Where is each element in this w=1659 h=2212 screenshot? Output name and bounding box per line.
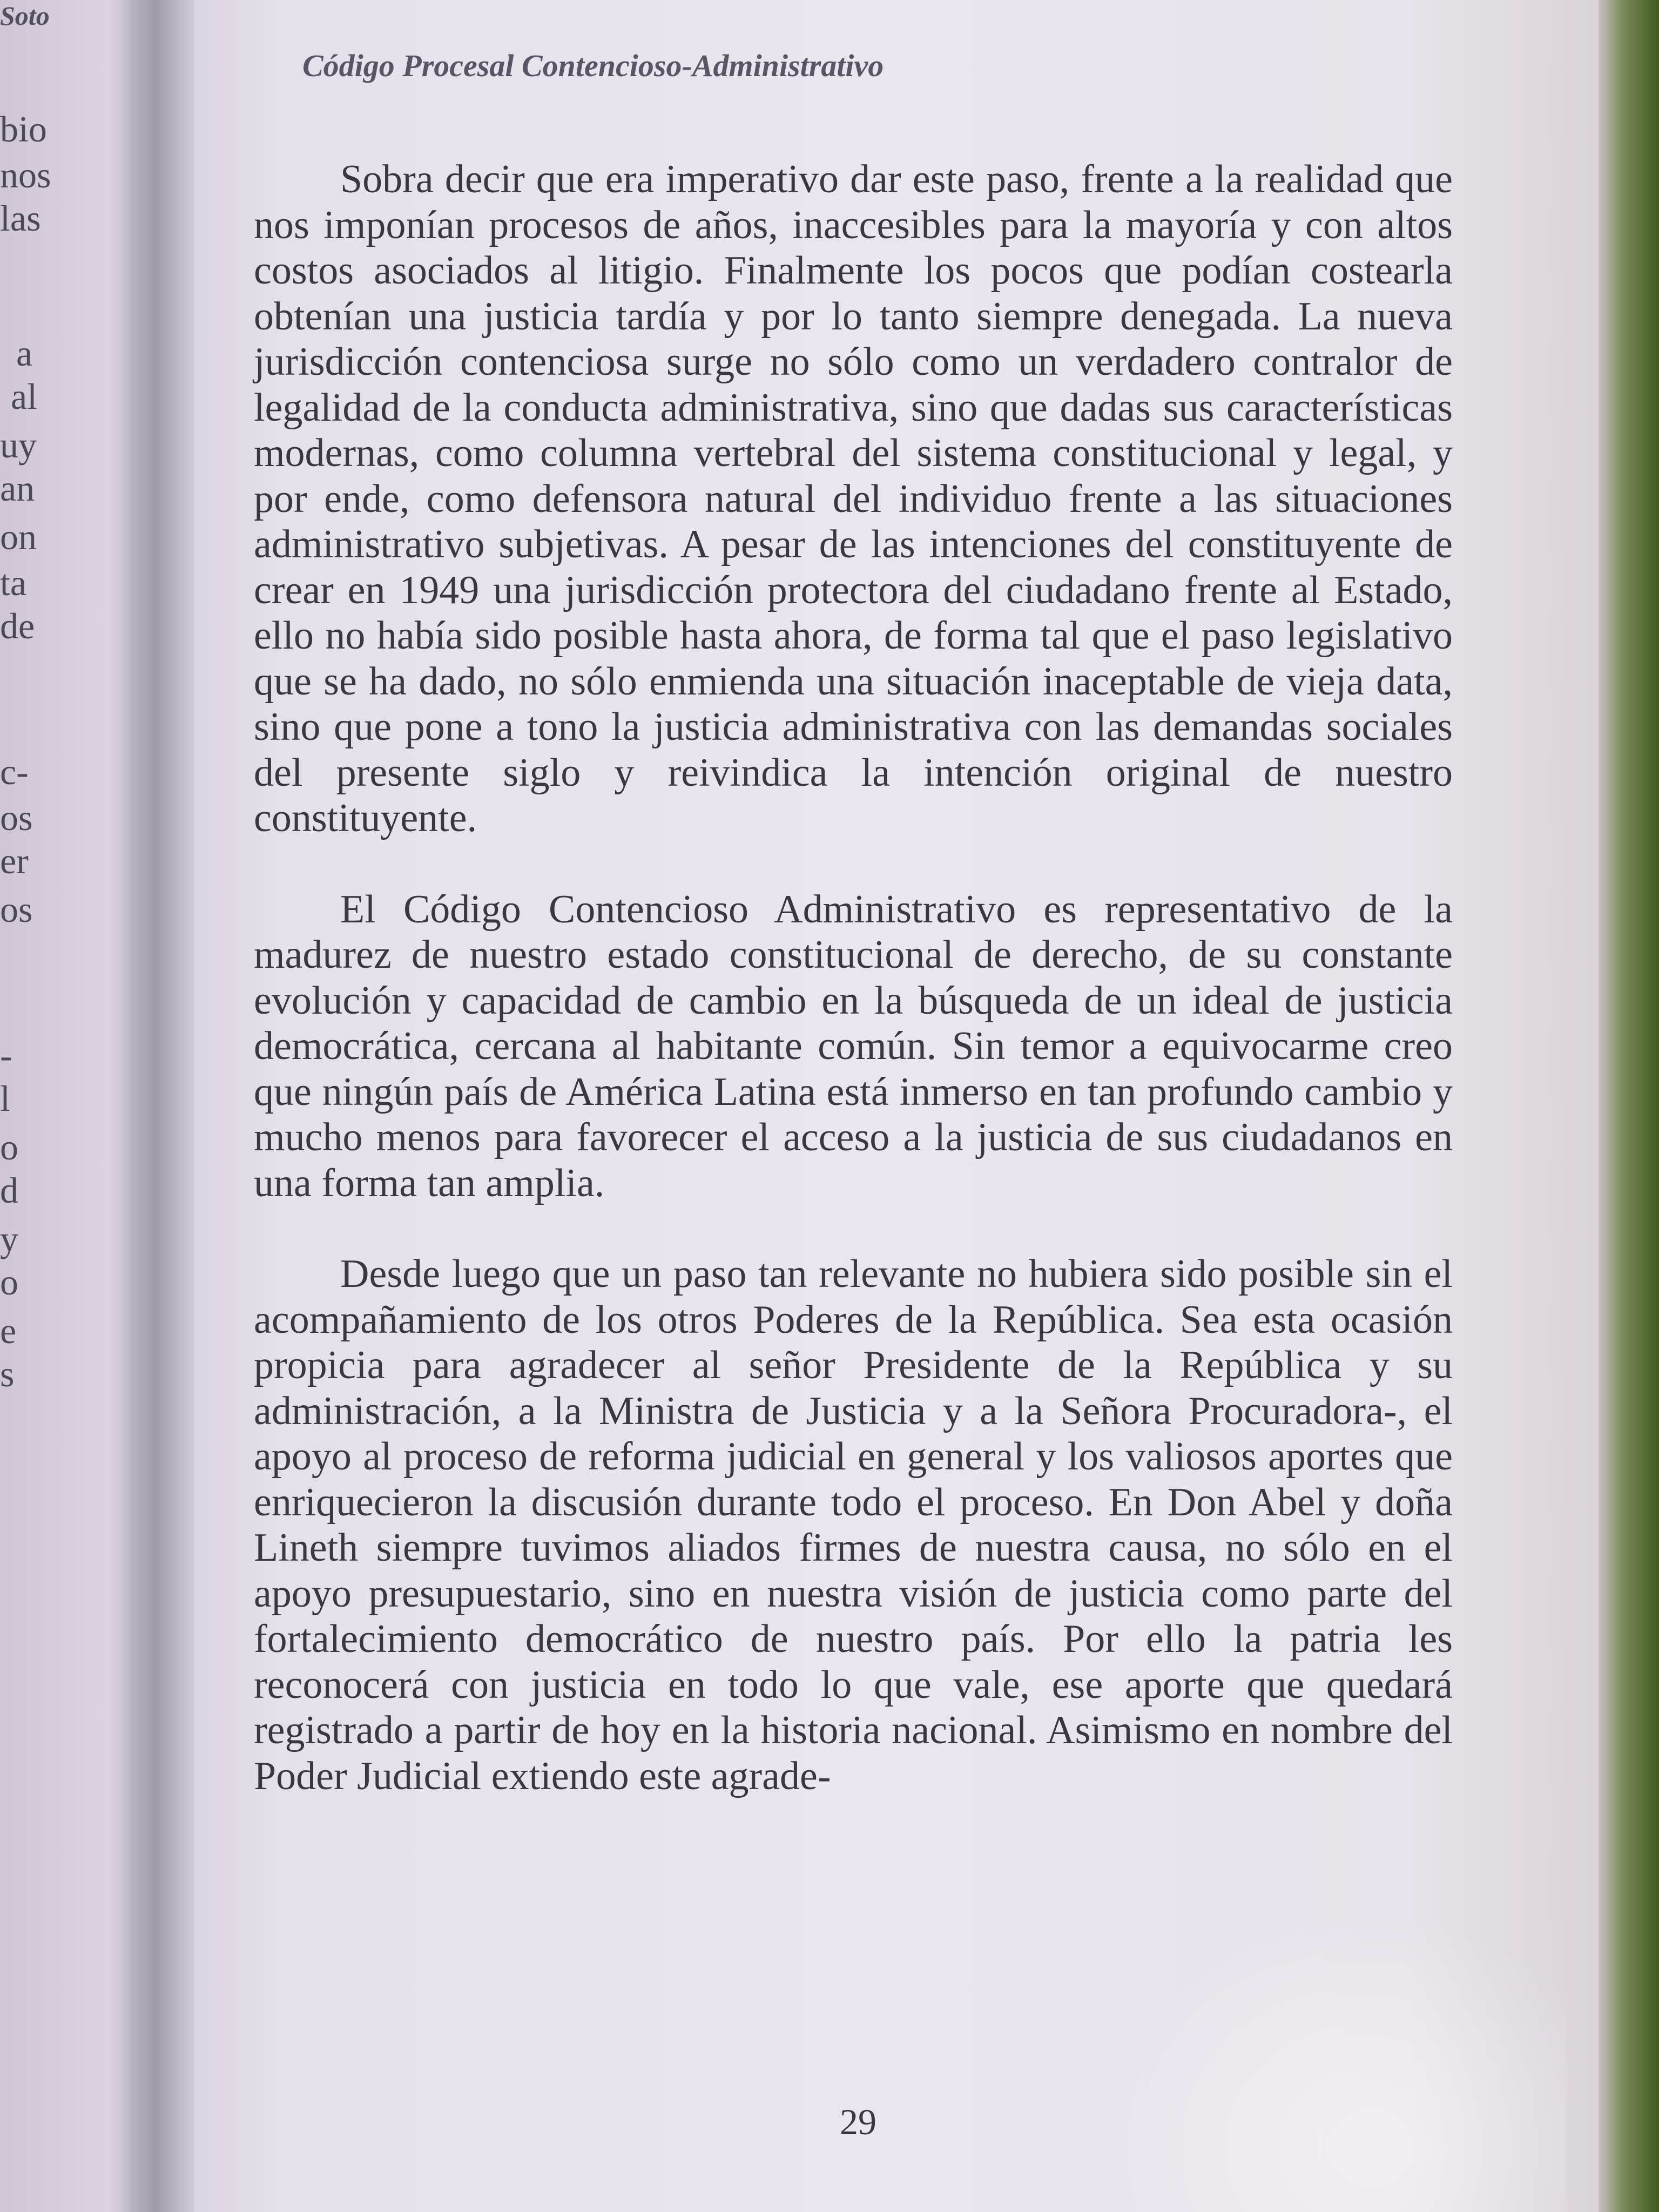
left-page-fragment: an — [0, 468, 35, 509]
left-page-fragment: nos — [0, 154, 51, 195]
left-page-fragment: s — [0, 1353, 15, 1394]
left-page-fragment: l — [0, 1078, 10, 1119]
left-page-fragment: de — [0, 605, 35, 646]
left-page-fragment: ta — [0, 562, 27, 603]
running-head: Código Procesal Contencioso-Administrativo — [302, 48, 884, 83]
left-page-fragment: os — [0, 797, 33, 838]
paragraph: Sobra decir que era imperativo dar este paso, frente a la realidad que nos imponían procesos de años, inaccesibles para la mayoría y con altos costos asociados al litigio. Finalmente los pocos que podían costearla obtenían una justicia tardía y por lo tanto siempre denegada. La nueva jurisdicción contenciosa surge no sólo como un verdadero contralor de legalidad de la conducta administrativa, sino que dadas sus características modernas, como columna vertebral del sistema constitucional y legal, y por ende, como defensora natural del individuo frente a las situaciones administrativo subjetivas. A pesar de las intenciones del constituyente de crear en 1949 una jurisdicción protectora del ciudadano frente al Estado, ello no había sido posible hasta ahora, de forma tal que el paso legislativo que se ha dado, no sólo enmienda una situación inaceptable de vieja data, sino que pone a tono la justicia administrativa con las demandas sociales del presente siglo y reivindica la intención original de nuestro constituyente. — [254, 157, 1453, 840]
left-page-fragment: d — [0, 1170, 18, 1211]
left-page-fragment: e — [0, 1310, 17, 1351]
page-edge-background — [1599, 0, 1659, 2212]
page-number: 29 — [840, 2101, 876, 2142]
left-page-fragment: on — [0, 516, 37, 557]
left-page-header: Soto — [0, 1, 50, 31]
paragraph: El Código Contencioso Administrativo es representativo de la madurez de nuestro estado constitucional de derecho, de su constante evolución y capacidad de cambio en la búsqueda de un ideal de justicia democrática, cercana al habitante común. Sin temor a equivocarme creo que ningún país de América Latina está inmerso en tan profundo cambio y mucho menos para favorecer el acceso a la justicia de sus ciudadanos en una forma tan amplia. — [254, 887, 1453, 1205]
left-page-fragment: uy — [0, 424, 37, 466]
left-page-fragment: o — [0, 1127, 18, 1168]
body-text — [254, 157, 1453, 1799]
left-page-fragment: a — [16, 333, 33, 374]
left-page-fragment: y — [0, 1218, 18, 1259]
left-page-fragment: bio — [0, 109, 47, 150]
left-page-fragment: os — [0, 889, 33, 930]
paragraph: Desde luego que un paso tan relevante no hubiera sido posible sin el acompañamiento de los otros Poderes de la República. Sea esta ocasión propicia para agradecer al señor Presidente de la República y su administración, a la Ministra de Justicia y a la Señora Procuradora-, el apoyo al proceso de reforma judicial en general y los valiosos aportes que enriquecieron la discusión durante todo el proceso. En Don Abel y doña Lineth siempre tuvimos aliados firmes de nuestra causa, no sólo en el apoyo presupuestario, sino en nuestra visión de justicia como parte del fortalecimiento democrático de nuestro país. Por ello la patria les reconocerá con justicia en todo lo que vale, ese aporte que quedará registrado a partir de hoy en la historia nacional. Asimismo en nombre del Poder Judicial extiendo este agrade- — [254, 1252, 1453, 1798]
page-gutter-shadow — [108, 0, 194, 2212]
left-page-fragment: er — [0, 840, 29, 881]
left-page-fragment: - — [0, 1035, 12, 1076]
left-page-fragment: al — [11, 376, 38, 417]
left-page-fragment: c- — [0, 751, 29, 792]
left-page-fragment: las — [0, 198, 41, 239]
left-page-fragment: o — [0, 1262, 18, 1303]
